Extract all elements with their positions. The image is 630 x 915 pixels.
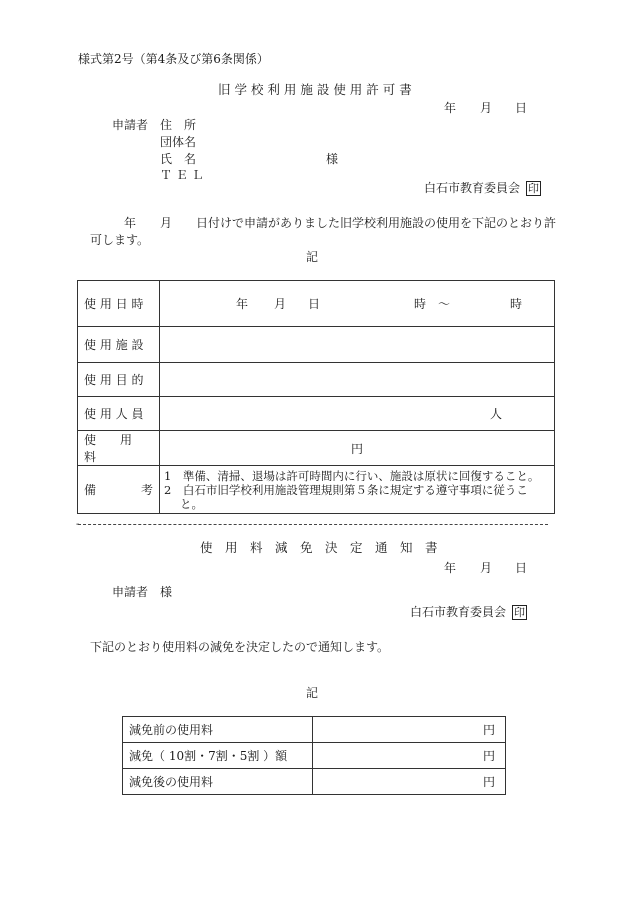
reduction-body: 下記のとおり使用料の減免を決定したので通知します。 bbox=[90, 640, 390, 654]
row-value-purpose[interactable] bbox=[160, 363, 555, 397]
reduction-date-year: 年 bbox=[444, 561, 457, 575]
reduction-date-day: 日 bbox=[515, 561, 528, 575]
reduction-date-month: 月 bbox=[480, 561, 493, 575]
tel-label: Ｔ Ｅ Ｌ bbox=[160, 168, 204, 182]
reduction-title: 使 用 料 減 免 決 定 通 知 書 bbox=[200, 540, 438, 555]
date-year: 年 bbox=[236, 296, 249, 311]
table-row bbox=[123, 743, 506, 769]
reduction-applicant: 申請者 様 bbox=[112, 585, 173, 599]
date-tilde: ～ bbox=[438, 296, 451, 311]
date-hour-from: 時 bbox=[414, 296, 427, 311]
permit-body-line1: 年 月 日付けで申請がありました旧学校利用施設の使用を下記のとおり許 bbox=[124, 216, 557, 230]
applicant-label: 申請者 bbox=[112, 118, 149, 132]
date-month: 月 bbox=[274, 296, 287, 311]
permit-date-month: 月 bbox=[480, 101, 493, 115]
date-hour-to: 時 bbox=[510, 296, 523, 311]
permit-body-line2: 可します。 bbox=[90, 233, 150, 247]
reduction-table bbox=[122, 716, 506, 795]
reduction-row-label-before: 減免前の使用料 bbox=[123, 717, 313, 743]
remarks-label-left: 備 bbox=[84, 483, 97, 497]
row-label-date: 使 用 日 時 bbox=[78, 281, 160, 327]
row-value-facility[interactable] bbox=[160, 327, 555, 363]
table-row bbox=[123, 769, 506, 795]
table-row bbox=[78, 466, 555, 514]
reduction-row-value-before[interactable]: 円 bbox=[313, 717, 506, 743]
remarks-note-1: 1 準備、清掃、退場は許可時間内に行い、施設は原状に回復すること。 bbox=[164, 468, 540, 483]
row-label-headcount: 使 用 人 員 bbox=[78, 397, 160, 431]
row-label-purpose: 使 用 目 的 bbox=[78, 363, 160, 397]
name-label: 氏 名 bbox=[160, 152, 197, 166]
table-row bbox=[78, 397, 555, 431]
seal-icon: 印 bbox=[528, 182, 540, 195]
permit-issuer bbox=[424, 181, 541, 196]
cut-line-mark: - bbox=[76, 519, 80, 530]
row-label-facility: 使 用 施 設 bbox=[78, 327, 160, 363]
table-row bbox=[78, 363, 555, 397]
reduction-row-value-after[interactable]: 円 bbox=[313, 769, 506, 795]
table-row bbox=[78, 281, 555, 327]
table-row bbox=[123, 717, 506, 743]
form-number: 様式第2号（第4条及び第6条関係） bbox=[78, 52, 269, 66]
remarks-note-2: 2 白石市旧学校利用施設管理規則第５条に規定する遵守事項に従うこ bbox=[164, 482, 528, 497]
row-label-remarks bbox=[78, 466, 160, 514]
name-honorific: 様 bbox=[326, 152, 339, 166]
remarks-note-2-cont: と。 bbox=[180, 496, 203, 511]
permit-title: 旧 学 校 利 用 施 設 使 用 許 可 書 bbox=[218, 82, 412, 97]
remarks-label-right: 考 bbox=[140, 483, 153, 497]
reduction-ki: 記 bbox=[306, 686, 319, 700]
table-row bbox=[78, 431, 555, 466]
group-label: 団体名 bbox=[160, 135, 197, 149]
permit-date-year: 年 bbox=[444, 101, 457, 115]
address-label: 住 所 bbox=[160, 118, 197, 132]
permit-date-day: 日 bbox=[515, 101, 528, 115]
cut-line bbox=[78, 524, 548, 525]
date-day: 日 bbox=[308, 296, 321, 311]
row-value-fee[interactable]: 円 bbox=[160, 431, 555, 466]
reduction-issuer-name: 白石市教育委員会 bbox=[410, 605, 507, 619]
row-value-remarks bbox=[160, 466, 555, 514]
reduction-row-label-amount: 減免（ 10割・7割・5割 ）額 bbox=[123, 743, 313, 769]
reduction-issuer bbox=[410, 605, 527, 620]
seal-icon: 印 bbox=[514, 606, 526, 619]
permit-issuer-name: 白石市教育委員会 bbox=[424, 181, 521, 195]
permit-table bbox=[77, 280, 555, 514]
permit-ki: 記 bbox=[306, 250, 319, 264]
reduction-row-value-amount[interactable]: 円 bbox=[313, 743, 506, 769]
row-value-date[interactable] bbox=[160, 281, 555, 327]
reduction-row-label-after: 減免後の使用料 bbox=[123, 769, 313, 795]
row-value-headcount[interactable]: 人 bbox=[160, 397, 555, 431]
row-label-fee: 使 用 料 bbox=[78, 431, 160, 466]
table-row bbox=[78, 327, 555, 363]
